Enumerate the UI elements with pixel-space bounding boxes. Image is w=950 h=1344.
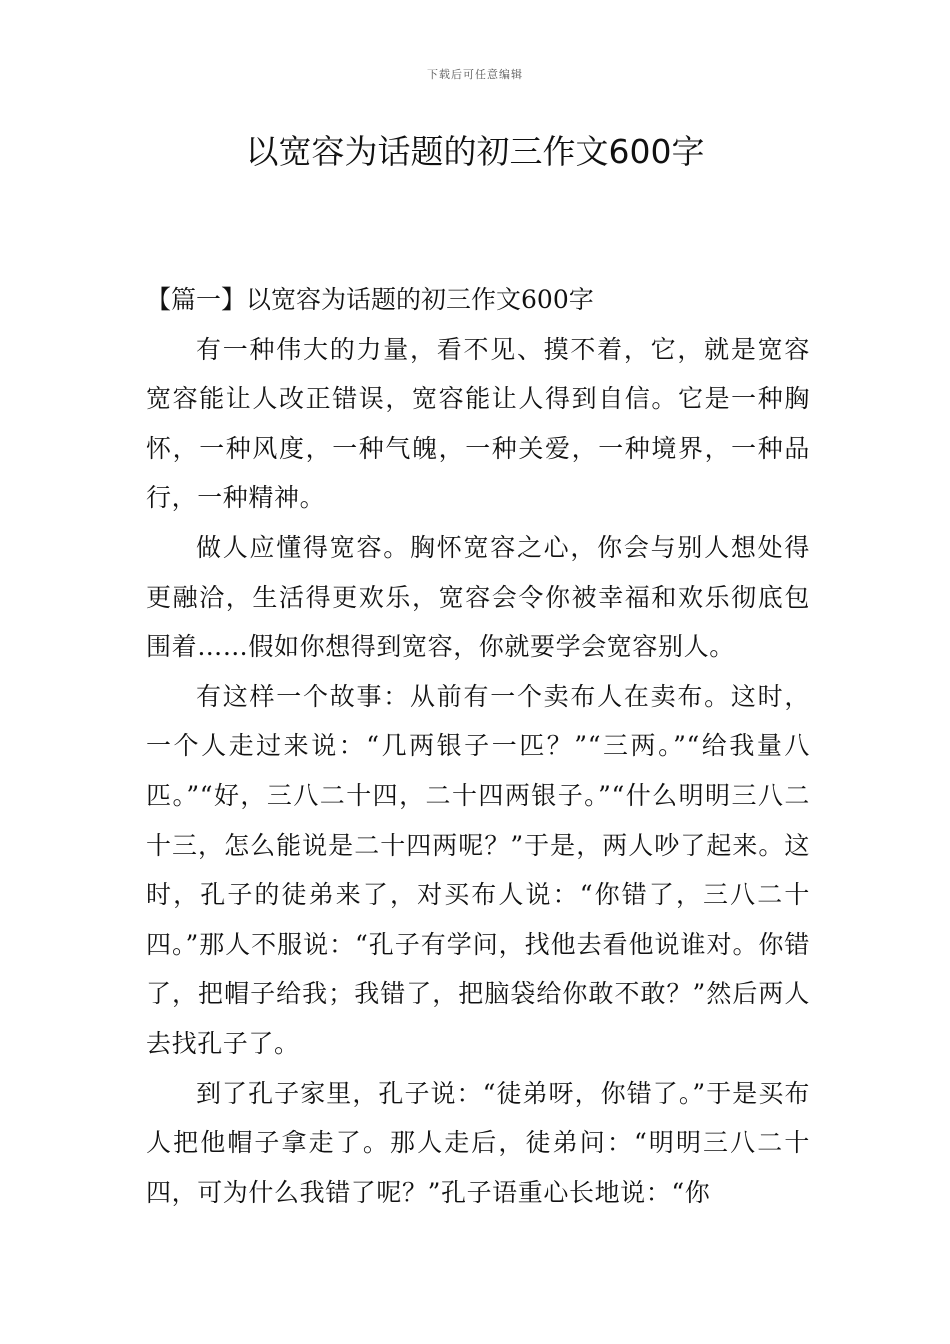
paragraph: 到了孔子家里，孔子说：“徒弟呀，你错了。”于是买布人把他帽子拿走了。那人走后，徒弟问：“明明三八二十四，可为什么我错了呢？”孔子语重心长地说：“你 (146, 1078, 810, 1207)
paragraph: 有这样一个故事：从前有一个卖布人在卖布。这时，一个人走过来说：“几两银子一匹？”“三两。”“给我量八匹。”“好，三八二十四，二十四两银子。”“什么明明三八二十三，怎么能说是二十四两呢？”于是，两人吵了起来。这时，孔子的徒弟来了，对买布人说：“你错了，三八二十四。”那人不服说：“孔子有学问，找他去看他说谁对。你错了，把帽子给我；我错了，把脑袋给你敢不敢？”然后两人去找孔子了。 (146, 681, 810, 1058)
page-header-note: 下载后可任意编辑 (427, 68, 523, 81)
paragraph: 有一种伟大的力量，看不见、摸不着，它，就是宽容宽容能让人改正错误，宽容能让人得到自信。它是一种胸怀，一种风度，一种气魄，一种关爱，一种境界，一种品行，一种精神。 (146, 334, 810, 513)
section-heading: 【篇一】以宽容为话题的初三作文600字 (146, 285, 594, 314)
page-title: 以宽容为话题的初三作文600字 (245, 132, 705, 171)
paragraph: 做人应懂得宽容。胸怀宽容之心，你会与别人想处得更融洽，生活得更欢乐，宽容会令你被幸福和欢乐彻底包围着……假如你想得到宽容，你就要学会宽容别人。 (146, 532, 810, 662)
document-body (146, 275, 810, 1217)
